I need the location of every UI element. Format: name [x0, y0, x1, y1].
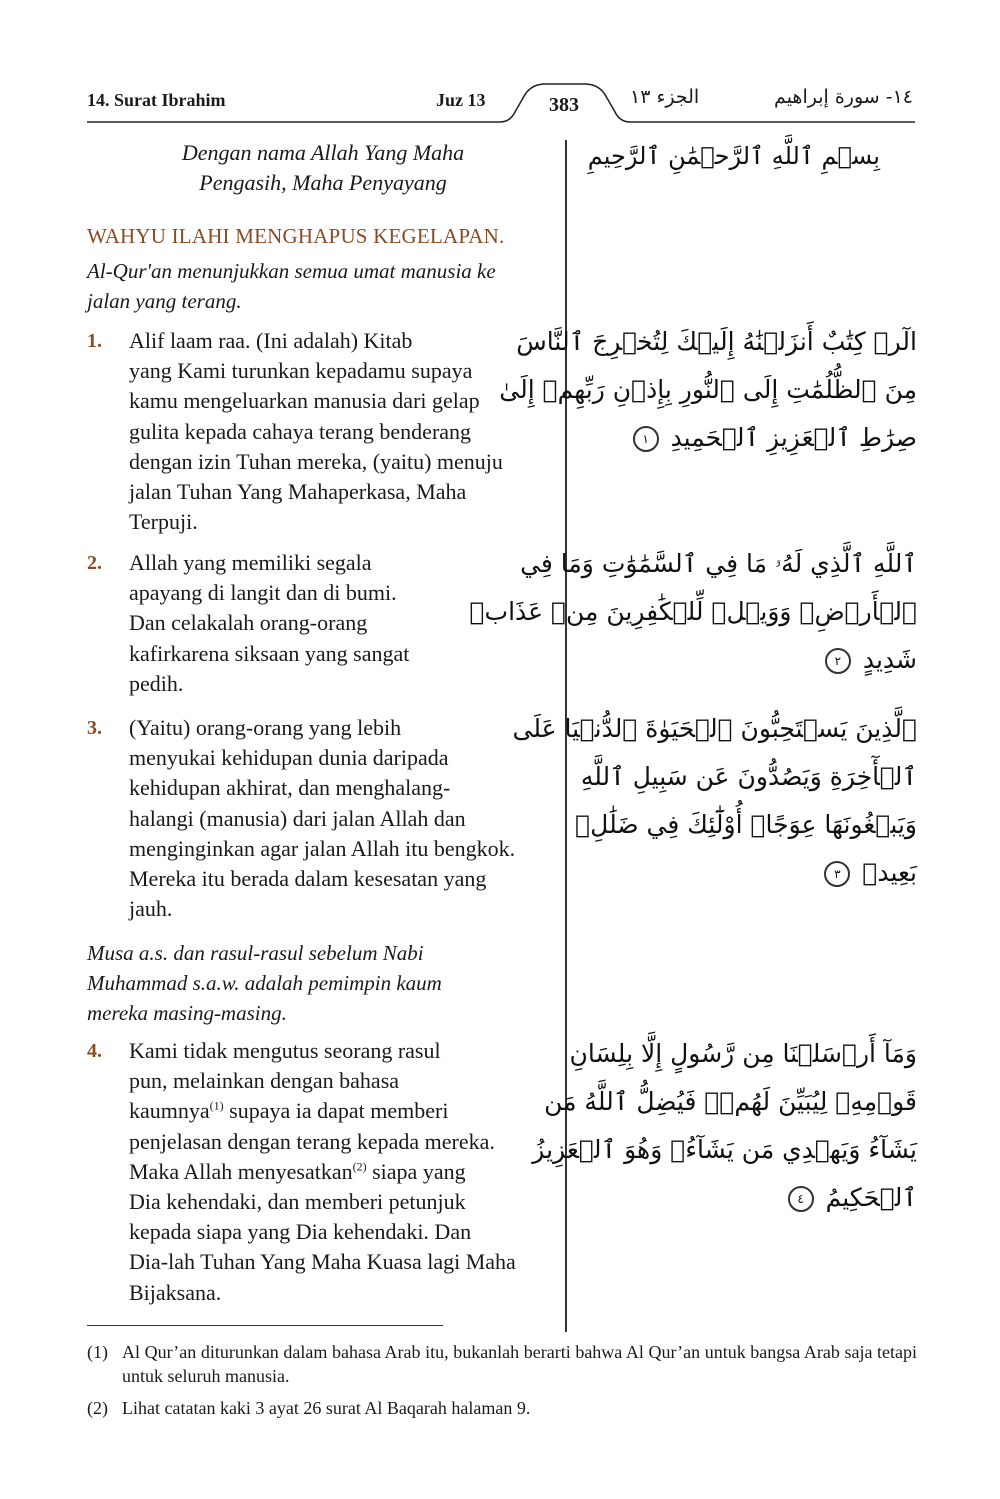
verse-line: Dia-lah Tuhan Yang Maha Kuasa lagi Maha: [129, 1249, 516, 1275]
ayah-end-marker: ٣: [824, 861, 850, 887]
arabic-line: قَوۡمِهِۦ لِيُبَيِّنَ لَهُمۡۖ فَيُضِلُّ ٱللَّهُ مَن: [544, 1087, 917, 1116]
section-subtitle: [87, 938, 559, 1028]
arabic-line-text: ٱلۡحَكِيمُ: [825, 1183, 917, 1212]
subtitle-line: mereka masing-masing.: [87, 1001, 287, 1025]
arabic-verse-3: [512, 705, 917, 897]
verse-text: [129, 326, 559, 537]
arabic-line: [587, 849, 917, 897]
arabic-line: مِنَ ٱلظُّلُمَٰتِ إِلَى ٱلنُّورِ بِإِذۡنِ رَبِّهِمۡ إِلَىٰ: [499, 375, 917, 404]
verse-line: Alif laam raa. (Ini adalah) Kitab: [129, 328, 413, 353]
ayah-end-marker: ٤: [788, 1186, 814, 1212]
footnote-ref-1[interactable]: (1): [209, 1099, 224, 1114]
verse-line-part: siapa yang: [366, 1158, 466, 1184]
section-heading: WAHYU ILAHI MENGHAPUS KEGELAPAN.: [87, 224, 505, 248]
verse-number: 4.: [87, 1040, 102, 1062]
arabic-verse-2: [469, 540, 917, 684]
arabic-verse-4: [532, 1030, 917, 1222]
verse-line-part: kaumnya: [129, 1098, 210, 1124]
verse-line: pun, melainkan dengan bahasa: [129, 1068, 400, 1094]
verse-line-part: supaya ia dapat memberi: [223, 1098, 449, 1124]
footnote-number: (1): [87, 1342, 108, 1362]
footnote-divider: [87, 1325, 443, 1326]
footnote-ref-2[interactable]: (2): [352, 1159, 367, 1174]
verse-line: Allah yang memiliki segala: [129, 550, 372, 575]
verse-4: [87, 1036, 559, 1308]
basmala-translation-line: Dengan nama Allah Yang Maha: [181, 140, 465, 165]
subtitle-line: jalan yang terang.: [87, 289, 242, 313]
juz-label-arabic: الجزء ١٣: [630, 86, 700, 108]
verse-line: [129, 1157, 559, 1187]
ayah-end-marker: ٢: [825, 648, 851, 674]
verse-line: Bijaksana.: [129, 1279, 222, 1305]
verse-number: 1.: [87, 330, 102, 352]
verse-line: Mereka itu berada dalam kesesatan yang: [129, 866, 487, 892]
verse-line: kafirkarena siksaan yang sangat: [129, 640, 410, 666]
ayah-end-marker: ١: [633, 426, 659, 452]
footnote-2: [87, 1396, 917, 1420]
verse-line: Dan celakalah orang-orang: [129, 610, 368, 636]
verse-line: kamu mengeluarkan manusia dari gelap: [129, 388, 480, 414]
basmala-translation: [87, 138, 559, 198]
verse-line: menginginkan agar jalan Allah itu bengkok.: [129, 835, 516, 861]
arabic-line: وَمَآ أَرۡسَلۡنَا مِن رَّسُولٍ إِلَّا بِلِسَانِ: [569, 1039, 917, 1068]
arabic-verse-1: [499, 318, 917, 462]
verse-line: menyukai kehidupan dunia daripada: [129, 745, 449, 771]
arabic-line: ٱللَّهِ ٱلَّذِي لَهُۥ مَا فِي ٱلسَّمَٰوَٰتِ وَمَا فِي: [520, 549, 917, 578]
verse-line: yang Kami turunkan kepadamu supaya: [129, 358, 473, 384]
footnote-1: [87, 1340, 917, 1388]
translation-column: [87, 138, 559, 1305]
verse-number: 2.: [87, 552, 102, 574]
verse-line: Terpuji.: [129, 509, 198, 535]
verse-number: 3.: [87, 717, 102, 739]
verse-line: halangi (manusia) dari jalan Allah dan: [129, 805, 466, 831]
verse-line: kepada siapa yang Dia kehendaki. Dan: [129, 1219, 472, 1245]
arabic-line: يَشَآءُ وَيَهۡدِي مَن يَشَآءُۚ وَهُوَ ٱلۡعَزِيزُ: [532, 1135, 917, 1164]
subtitle-line: Musa a.s. dan rasul-rasul sebelum Nabi: [87, 941, 424, 965]
arabic-line: الٓرۚ كِتَٰبٌ أَنزَلۡنَٰهُ إِلَيۡكَ لِتُخۡرِجَ ٱلنَّاسَ: [516, 327, 917, 356]
basmala-translation-line: Pengasih, Maha Penyayang: [199, 170, 447, 195]
verse-line: penjelasan dengan terang kepada mereka.: [129, 1128, 495, 1154]
verse-3: [87, 713, 559, 924]
basmala-arabic: بِسۡمِ ٱللَّهِ ٱلرَّحۡمَٰنِ ٱلرَّحِيمِ: [587, 142, 880, 170]
subtitle-line: Muhammad s.a.w. adalah pemimpin kaum: [87, 971, 442, 995]
arabic-line: ٱلۡأَرۡضِۗ وَوَيۡلٞ لِّلۡكَٰفِرِينَ مِنۡ عَذَابٖ: [469, 597, 917, 626]
footnote-text: Lihat catatan kaki 3 ayat 26 surat Al Baqarah halaman 9.: [122, 1398, 531, 1418]
arabic-line-text: بَعِيدٖ: [862, 858, 917, 887]
verse-line: dengan izin Tuhan mereka, (yaitu) menuju: [129, 448, 503, 474]
arabic-line: ٱلۡأٓخِرَةِ وَيَصُدُّونَ عَن سَبِيلِ ٱللَّهِ: [580, 762, 917, 791]
verse-text: [129, 713, 559, 924]
footnote-text: Al Qur’an diturunkan dalam bahasa Arab itu, bukanlah berarti bahwa Al Qur’an untuk bangsa Arab saja tetapi untuk seluruh manusia.: [122, 1342, 917, 1386]
arabic-line: ٱلَّذِينَ يَسۡتَحِبُّونَ ٱلۡحَيَوٰةَ ٱلدُّنۡيَا عَلَى: [512, 714, 917, 743]
verse-line: Kami tidak mengutus seorang rasul: [129, 1038, 441, 1063]
verse-line: (Yaitu) orang-orang yang lebih: [129, 715, 402, 740]
arabic-line: [587, 1174, 917, 1222]
page-number: 383: [549, 94, 579, 116]
verse-line: jalan Tuhan Yang Mahaperkasa, Maha: [129, 479, 467, 505]
verse-line: jauh.: [129, 896, 173, 922]
arabic-line: [587, 636, 917, 684]
verse-line: kehidupan akhirat, dan menghalang-: [129, 775, 451, 801]
arabic-line: [587, 414, 917, 462]
page-header: [0, 0, 1000, 130]
verse-line: gulita kepada cahaya terang benderang: [129, 418, 472, 444]
section-subtitle: [87, 256, 559, 316]
verse-line-part: Maka Allah menyesatkan: [129, 1158, 353, 1184]
arabic-line-text: صِرَٰطِ ٱلۡعَزِيزِ ٱلۡحَمِيدِ: [670, 423, 917, 452]
verse-line: apayang di langit dan di bumi.: [129, 580, 397, 606]
arabic-line-text: شَدِيدٍ: [862, 645, 917, 674]
verse-line: [129, 1096, 559, 1126]
verse-text: [129, 1036, 559, 1308]
verse-line: pedih.: [129, 670, 184, 696]
surah-title-latin: 14. Surat Ibrahim: [87, 90, 226, 110]
subtitle-line: Al-Qur'an menunjukkan semua umat manusia ke: [87, 259, 496, 283]
arabic-line: وَيَبۡغُونَهَا عِوَجًاۚ أُوْلَٰٓئِكَ فِي ضَلَٰلِۭ: [575, 810, 917, 839]
verse-line: Dia kehendaki, dan memberi petunjuk: [129, 1189, 466, 1215]
surah-title-arabic: ١٤- سورة إبراهيم: [774, 86, 913, 108]
juz-label-latin: Juz 13: [436, 90, 486, 110]
footnote-number: (2): [87, 1398, 108, 1418]
verse-1: [87, 326, 559, 537]
